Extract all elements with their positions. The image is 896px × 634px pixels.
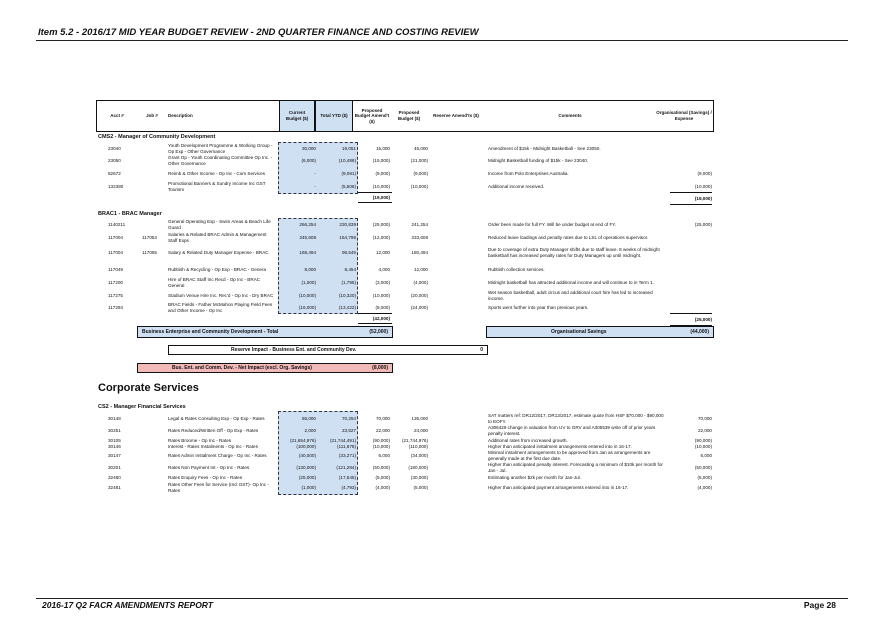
- cell-cb: -: [314, 183, 316, 189]
- cell-acct: 30251: [108, 427, 121, 433]
- cell-job: [142, 155, 166, 166]
- cell-pb: 135,000: [411, 415, 428, 421]
- table-row: [96, 482, 714, 493]
- cell-job: [142, 413, 166, 424]
- cell-acct: 30148: [108, 415, 121, 421]
- cell-ytd: 19,051: [341, 145, 356, 151]
- cell-pba: (5,000): [375, 474, 390, 480]
- cell-cb: 65,000: [301, 415, 316, 421]
- cell-desc: Promotional Banners & Sundry Income Inc GST Tourism: [168, 181, 266, 192]
- cell-acct: 82672: [108, 170, 121, 176]
- cell-pba: 15,000: [375, 145, 390, 151]
- cell-cmt: Additional rates from increased growth.: [488, 437, 568, 443]
- cell-pba: 22,000: [375, 427, 390, 433]
- cell-pb: (5,000): [413, 484, 428, 490]
- cell-ytd: (9,091): [341, 170, 356, 176]
- table-row: [96, 413, 714, 424]
- cell-acct: 117049: [108, 266, 123, 272]
- cell-pba: (3,000): [375, 279, 390, 285]
- cell-job: [142, 219, 166, 230]
- cell-desc: Stadium Venue Hire Inc. Rec'd - Op Inc - Dry BRAC: [168, 292, 274, 298]
- cell-desc: Reimb & Other Income - Op Inc - Com Services: [168, 170, 266, 176]
- cell-cb: (130,000): [296, 464, 316, 470]
- cell-org: (9,000): [697, 170, 712, 176]
- table-row: [96, 450, 714, 461]
- cell-acct: 117200: [108, 279, 123, 285]
- cell-job: [142, 143, 166, 154]
- cell-org: [670, 232, 712, 243]
- cell-desc: Rates Admin Instalment Charge - Op Inc - Rates: [168, 452, 267, 458]
- cell-acct: 117293: [108, 304, 123, 310]
- net-impact-value: (8,000): [372, 365, 388, 371]
- cell-acct: 32481: [108, 484, 121, 490]
- cell-org: (5,000): [697, 474, 712, 480]
- net-impact-label: Bus. Ent. and Comm. Dev. - Net Impact (excl. Org. Savings): [172, 365, 312, 371]
- cell-desc: Rates Reduced/Written Off - Op Exp - Rates: [168, 427, 259, 433]
- cell-ytd: (13,422): [338, 304, 356, 310]
- cell-pba: (25,000): [372, 221, 390, 227]
- cell-pba: 4,000: [378, 266, 390, 272]
- cell-ytd: (21,744,491): [329, 437, 356, 443]
- cell-cmt: Additional income received.: [488, 183, 545, 189]
- reserve-impact-value: 0: [480, 347, 483, 353]
- cell-job: [142, 181, 166, 192]
- cell-org: 6,000: [700, 452, 712, 458]
- org-savings-label: Organisational Savings: [551, 329, 607, 335]
- cell-pba: (8,000): [375, 304, 390, 310]
- cell-ytd: 70,254: [341, 415, 356, 421]
- cell-acct: 117004: [108, 234, 123, 240]
- reserve-impact-bar: [168, 345, 488, 355]
- col-total-ytd: Total YTD ($): [315, 101, 353, 131]
- cell-job: 117055: [142, 249, 157, 255]
- bec-total-value: (52,000): [369, 329, 388, 335]
- table-row: [96, 181, 714, 192]
- cell-pb: (21,744,976): [401, 437, 428, 443]
- cell-pb: (9,000): [413, 170, 428, 176]
- cell-pb: 241,254: [411, 221, 428, 227]
- cell-pba: (12,000): [372, 234, 390, 240]
- cell-desc: Legal & Rates Consulting Exp - Op Exp - Rates: [168, 415, 265, 421]
- table-row: [96, 302, 714, 313]
- cell-pb: (4,000): [413, 279, 428, 285]
- cell-pba: (10,000): [372, 443, 390, 449]
- cell-desc: Rates Broome - Op Inc - Rates: [168, 437, 232, 443]
- cell-cb: 30,000: [301, 145, 316, 151]
- cell-ytd: (10,486): [338, 157, 356, 163]
- section-title-cs2: CS2 - Manager Financial Services: [98, 404, 186, 410]
- cell-pba: (90,000): [372, 437, 390, 443]
- cell-org: 22,000: [697, 427, 712, 433]
- cell-pb: (20,000): [410, 292, 428, 298]
- cell-cb: (16,000): [298, 304, 316, 310]
- cell-pba: 12,000: [375, 249, 390, 255]
- col-job: Job #: [146, 113, 158, 119]
- cell-org: (50,000): [694, 464, 712, 470]
- cell-ytd: 23,527: [341, 427, 356, 433]
- cell-org: (4,000): [697, 484, 712, 490]
- cell-cmt: Rubbish collection services.: [488, 266, 545, 272]
- reserve-impact-label: Reserve Impact - Business Ent. and Community Dev.: [231, 347, 357, 353]
- cell-pba: 70,000: [375, 415, 390, 421]
- cell-org: [670, 277, 712, 288]
- cell-cmt: Reduced leave loadings and penalty rates due to LSL of operations supervisor.: [488, 234, 649, 240]
- table-row: [96, 264, 714, 275]
- cell-org: [670, 155, 712, 166]
- cell-job: 117054: [142, 234, 157, 240]
- cell-ytd: (111,678): [337, 443, 356, 449]
- cell-ytd: 8,454: [344, 266, 356, 272]
- cell-acct: 23040: [108, 145, 121, 151]
- cell-cmt: Wet season basketball, adult circus and additional court hire has led to increased income.: [488, 290, 653, 301]
- cell-job: [142, 168, 166, 179]
- col-comments: Comments: [558, 113, 582, 119]
- cell-pb: 12,000: [413, 266, 428, 272]
- cell-cb: (25,000): [298, 474, 316, 480]
- col-acct: Acct #: [110, 113, 124, 119]
- table-row: [96, 143, 714, 154]
- cell-pb: (21,000): [410, 157, 428, 163]
- cms2-total-proposed: (19,000): [358, 192, 392, 203]
- cell-acct: 23050: [108, 157, 121, 163]
- cell-org: [670, 143, 712, 154]
- cell-desc: Rates Other Fees for Service (Incl GST)- Op Inc - Rates: [168, 482, 269, 493]
- cell-acct: 30147: [108, 452, 121, 458]
- cell-org: 70,000: [697, 415, 712, 421]
- cell-ytd: (121,284): [336, 464, 356, 470]
- table-row: [96, 168, 714, 179]
- cell-desc: Interest - Rates Instalments - Op Inc - Rates: [168, 443, 258, 449]
- cell-desc: General Operating Exp - Swim Areas & Beach Life Guard: [168, 219, 271, 230]
- section-title-brac1: BRAC1 - BRAC Manager: [98, 211, 162, 217]
- cell-cmt: Sports went further into year than previous years.: [488, 304, 589, 310]
- cell-ytd: (5,506): [341, 183, 356, 189]
- cell-acct: 32480: [108, 474, 121, 480]
- cell-pb: 45,000: [413, 145, 428, 151]
- cell-cb: 2,000: [304, 427, 316, 433]
- cell-pb: 24,000: [413, 427, 428, 433]
- cell-desc: Rates Non Payment Int - Op Inc - Rates: [168, 464, 250, 470]
- cell-acct: 30201: [108, 464, 121, 470]
- cell-ytd: 164,796: [339, 234, 356, 240]
- cell-pb: 333,608: [411, 234, 428, 240]
- cell-acct: 117004: [108, 249, 123, 255]
- col-reserve-amend: Reserve Amend'ts ($): [433, 113, 479, 119]
- org-savings-bar: [486, 326, 714, 338]
- cell-cmt: Higher than anticipated payment arrangements entered into in 16-17.: [488, 484, 629, 490]
- cell-cmt: A306429 change in valuation from UV to GRV and A305539 write off of prior years penalty interest.: [488, 425, 656, 436]
- cell-pba: (50,000): [372, 464, 390, 470]
- col-current-budget: Current Budget ($): [279, 101, 315, 131]
- col-org-savings: Organisational (Savings) / Expense: [656, 110, 712, 121]
- cell-job: [142, 277, 166, 288]
- cell-ytd: 230,839: [339, 221, 356, 227]
- table-header: [96, 100, 714, 132]
- cell-cb: 8,000: [304, 266, 316, 272]
- cell-pb: (180,000): [408, 464, 428, 470]
- brac1-total-org: (25,000): [670, 313, 712, 326]
- cell-pba: (9,000): [375, 170, 390, 176]
- cell-cb: (1,000): [301, 279, 316, 285]
- cell-desc: Grant Op - Youth Coordinating Committee Op Inc. - Other Governance: [168, 155, 273, 166]
- cell-cb: (6,000): [301, 157, 316, 163]
- cell-org: (90,000): [694, 437, 712, 443]
- cell-cb: (100,000): [296, 443, 316, 449]
- cell-desc: Hire of BRAC Staff Inc Recd - Op Inc - BRAC General: [168, 277, 261, 288]
- col-proposed-budget: Proposed Budget ($): [397, 110, 421, 121]
- cell-pba: (4,000): [375, 484, 390, 490]
- table-row: [96, 277, 714, 288]
- cell-ytd: (4,793): [341, 484, 356, 490]
- header-rule: [36, 40, 848, 41]
- cell-cmt: Due to coverage of extra Duty Manager shifts due to staff leave. 8 weeks of midnight basketball has increased penalty rates for Duty Managers up until midnight.: [488, 247, 660, 258]
- cell-pb: (110,000): [408, 443, 428, 449]
- cell-job: [142, 290, 166, 301]
- cell-pb: (24,000): [410, 304, 428, 310]
- col-description: Description: [168, 113, 193, 119]
- cell-ytd: (17,545): [338, 474, 356, 480]
- cell-cmt: Income from Polo Enterprises Australia.: [488, 170, 569, 176]
- brac1-total-proposed: (42,000): [358, 313, 392, 324]
- cell-cmt: Midnight Basketball funding of $15k - See 23040.: [488, 157, 589, 163]
- cell-acct: 117275: [108, 292, 123, 298]
- cms2-total-org: (19,000): [670, 192, 712, 205]
- cell-org: [670, 302, 712, 313]
- cell-cb: (10,000): [298, 292, 316, 298]
- cell-cb: 266,254: [299, 221, 316, 227]
- corporate-services-title: Corporate Services: [98, 382, 199, 394]
- cell-job: [142, 302, 166, 313]
- cell-cb: (40,000): [298, 452, 316, 458]
- cell-cmt: Estimating another $2k per month for Jan-Jul.: [488, 474, 581, 480]
- cell-desc: Rubbish & Recycling - Op Exp - BRAC - Genera: [168, 266, 267, 272]
- table-row: [96, 290, 714, 301]
- cell-cmt: Higher than anticipated instalment arrangements entered into in 16-17.: [488, 443, 632, 449]
- cell-pba: (15,000): [372, 157, 390, 163]
- cell-org: [670, 290, 712, 301]
- cell-cb: -: [314, 170, 316, 176]
- table-row: [96, 155, 714, 166]
- cell-ytd: (1,795): [341, 279, 356, 285]
- cell-ytd: (33,271): [338, 452, 356, 458]
- cell-acct: 132380: [108, 183, 124, 189]
- cell-org: [670, 264, 712, 275]
- table-row: [96, 232, 714, 243]
- cell-org: (10,000): [694, 183, 712, 189]
- cell-pb: 180,494: [411, 249, 428, 255]
- cell-ytd: 96,549: [341, 249, 356, 255]
- page-header-title: Item 5.2 - 2016/17 MID YEAR BUDGET REVIEW - 2ND QUARTER FINANCE AND COSTING REVIEW: [38, 27, 479, 38]
- cms2-total-row: [96, 192, 714, 203]
- cell-desc: Salary & Related Duty Manager Expense - BRAC: [168, 249, 269, 255]
- cell-desc: Rates Enquiry Fees - Op Inc - Rates: [168, 474, 243, 480]
- cell-acct: 30105: [108, 437, 121, 443]
- cell-org: [670, 247, 712, 258]
- cell-pba: (10,000): [372, 292, 390, 298]
- section-title-cms2: CMS2 - Manager of Community Development: [98, 134, 216, 140]
- net-impact-bar: [137, 363, 393, 373]
- cell-pb: (30,000): [410, 474, 428, 480]
- cell-cmt: Midnight basketball has attracted additional income and will continue to in Term 1.: [488, 279, 654, 285]
- cell-cb: 168,494: [299, 249, 316, 255]
- cell-cb: (21,654,976): [289, 437, 316, 443]
- cell-cmt: Order been made for full FY. Will be under budget at end of FY.: [488, 221, 617, 227]
- col-proposed-amend: Proposed Budget Amend't ($): [354, 107, 390, 124]
- cell-job: [142, 482, 166, 493]
- cell-cmt: Minimal instalment arrangements to be approved from Jan as arrangements are generally made at the first due date.: [488, 450, 651, 461]
- cell-job: [142, 450, 166, 461]
- cell-pba: 6,000: [378, 452, 390, 458]
- table-row: [96, 247, 714, 258]
- cell-cb: (1,000): [301, 484, 316, 490]
- cell-cmt: SAT matters ref: DR12/2017, DR13/2017, estimate quote from HSF $70,000 - $90,000 to EOFY.: [488, 413, 664, 424]
- footer-rule: [36, 598, 848, 599]
- footer-page-number: Page 28: [803, 600, 836, 610]
- cell-desc: BRAC Fields - Father McMahon Playing Field Fees and Other Income - Op Inc: [168, 302, 273, 313]
- bec-total-bar: [137, 326, 393, 338]
- cell-ytd: (10,320): [338, 292, 356, 298]
- cell-cb: 345,608: [299, 234, 316, 240]
- cell-pba: (10,000): [372, 183, 390, 189]
- cell-pb: (34,000): [410, 452, 428, 458]
- bec-total-label: Business Enterprise and Community Development - Total: [142, 329, 279, 335]
- cell-acct: 1140211: [108, 221, 126, 227]
- table-row: [96, 219, 714, 230]
- cell-cmt: Higher than anticipated penalty interest. Forecasting a minimum of $10k per month for Jan - Jul.: [488, 462, 663, 473]
- cell-pb: (10,000): [410, 183, 428, 189]
- footer-report-title: 2016-17 Q2 FACR AMENDMENTS REPORT: [42, 600, 213, 610]
- cell-job: [142, 264, 166, 275]
- cell-org: (10,000): [694, 443, 712, 449]
- cell-acct: 30146: [108, 443, 121, 449]
- brac1-total-row: [96, 313, 714, 324]
- cell-org: (25,000): [694, 221, 712, 227]
- cell-desc: Youth Development Programme & Working Group - Op Exp - Other Governance: [168, 143, 273, 154]
- org-savings-value: (44,000): [690, 329, 709, 335]
- cell-cmt: Amendment of $15k - Midnight Basketball - See 23050.: [488, 145, 601, 151]
- cell-desc: Salaries & Related BRAC Admin & Management Staff Exps: [168, 232, 267, 243]
